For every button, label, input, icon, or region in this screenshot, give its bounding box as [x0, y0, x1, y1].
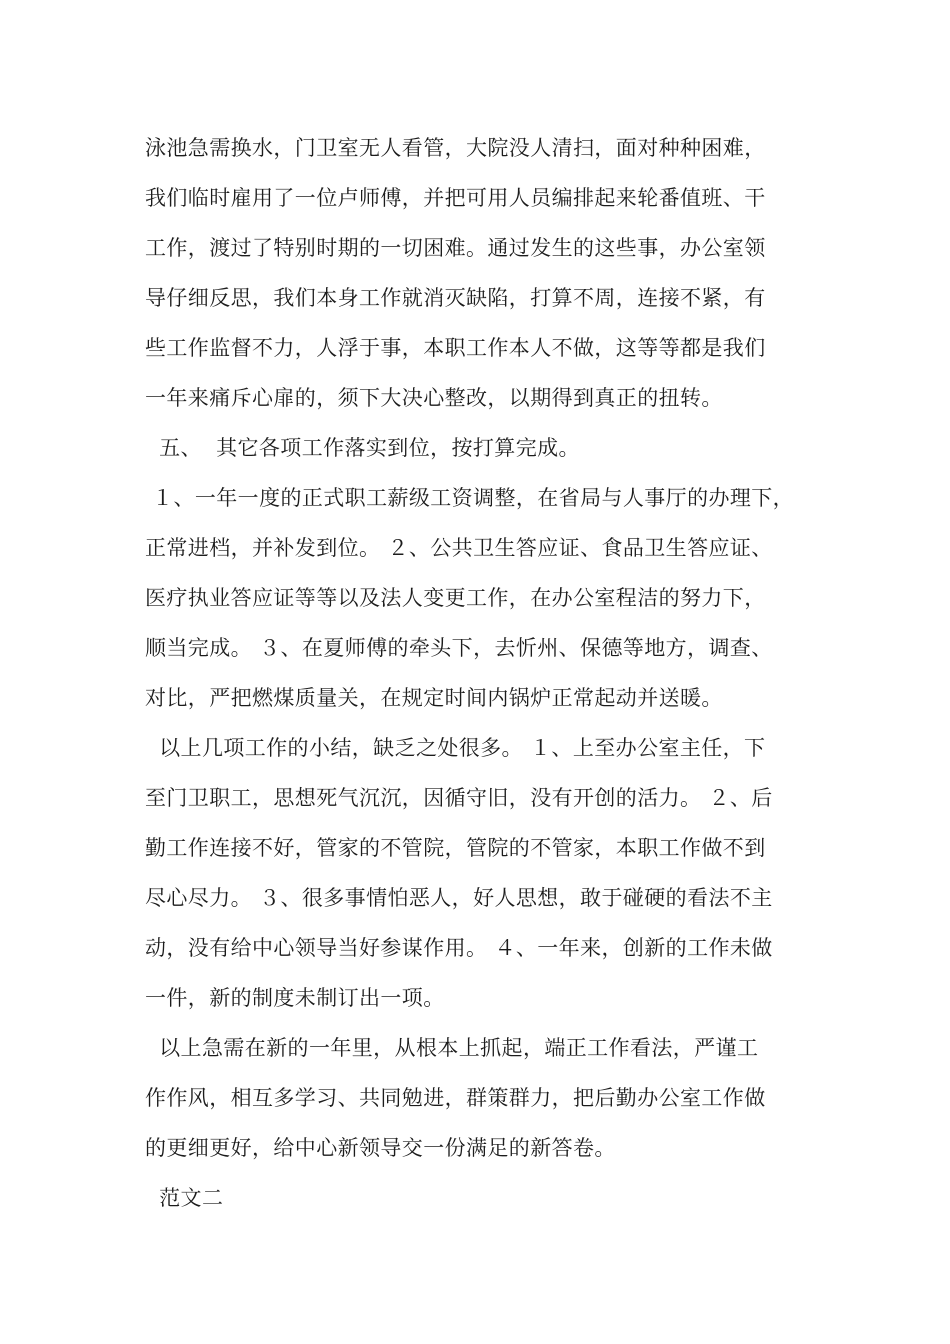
text-line: 些工作监督不力，人浮于事，本职工作本人不做，这等等都是我们: [145, 336, 766, 360]
text-line: 至门卫职工，思想死气沉沉，因循守旧，没有开创的活力。 ２、后: [145, 786, 773, 810]
section-heading: 五、 其它各项工作落实到位，按打算完成。: [145, 436, 580, 460]
text-line: 以上急需在新的一年里，从根本上抓起，端正工作看法，严谨工: [145, 1036, 759, 1060]
text-line: 正常进档，并补发到位。 ２、公共卫生答应证、食品卫生答应证、: [145, 536, 773, 560]
text-line: 我们临时雇用了一位卢师傅，并把可用人员编排起来轮番值班、干: [145, 186, 766, 210]
text-line: 泳池急需换水，门卫室无人看管，大院没人清扫，面对种种困难，: [145, 136, 766, 160]
text-line: 勤工作连接不好，管家的不管院，管院的不管家，本职工作做不到: [145, 836, 766, 860]
section-heading: 范文二: [145, 1186, 224, 1210]
text-line: 以上几项工作的小结，缺乏之处很多。 １、上至办公室主任，下: [145, 736, 766, 760]
text-line: 一件，新的制度未制订出一项。: [145, 986, 445, 1010]
text-line: 的更细更好，给中心新领导交一份满足的新答卷。: [145, 1136, 616, 1160]
text-line: １、一年一度的正式职工薪级工资调整，在省局与人事厅的办理下，: [145, 486, 795, 510]
text-line: 一年来痛斥心扉的，须下大决心整改，以期得到真正的扭转。: [145, 386, 723, 410]
text-line: 顺当完成。 ３、在夏师傅的牵头下，去忻州、保德等地方，调查、: [145, 636, 773, 660]
text-line: 尽心尽力。 ３、很多事情怕恶人，好人思想，敢于碰硬的看法不主: [145, 886, 773, 910]
text-line: 工作，渡过了特别时期的一切困难。通过发生的这些事，办公室领: [145, 236, 766, 260]
text-line: 作作风，相互多学习、共同勉进，群策群力，把后勤办公室工作做: [145, 1086, 766, 1110]
text-line: 动，没有给中心领导当好参谋作用。 ４、一年来，创新的工作未做: [145, 936, 773, 960]
text-line: 医疗执业答应证等等以及法人变更工作，在办公室程洁的努力下，: [145, 586, 766, 610]
text-line: 对比，严把燃煤质量关，在规定时间内锅炉正常起动并送暖。: [145, 686, 723, 710]
text-line: 导仔细反思，我们本身工作就消灭缺陷，打算不周，连接不紧，有: [145, 286, 766, 310]
